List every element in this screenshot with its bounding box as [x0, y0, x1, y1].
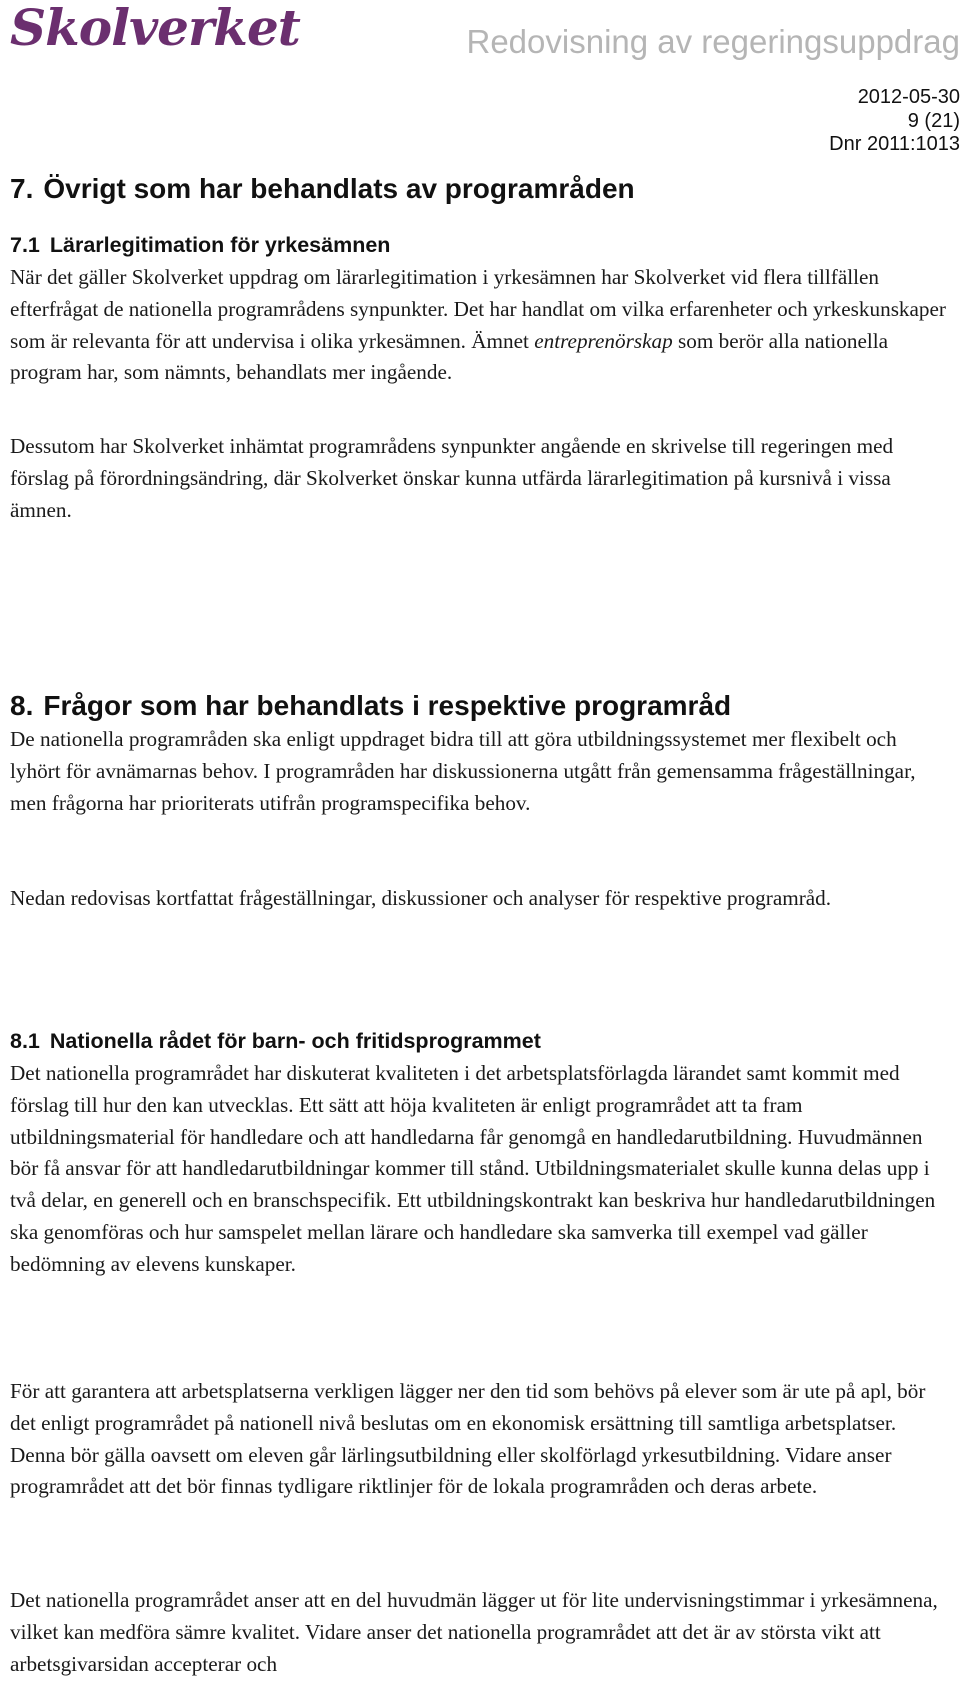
section-title: Nationella rådet för barn- och fritidsprogrammet: [49, 1029, 541, 1053]
document-title: Redovisning av regeringsuppdrag: [466, 23, 960, 60]
skolverket-logo: Skolverket: [10, 0, 300, 57]
section-number: 8.1: [10, 1029, 40, 1053]
page-number: 9 (21): [907, 109, 960, 132]
paragraph: Det nationella programrådet anser att en del huvudmän lägger ut för lite undervisningstimmar i yrkesämnena, vilket kan medföra sämre kvalitet. Vidare anser det nationella programrådet att det är av största vikt att arbetsgivarsidan accepterar och: [10, 1588, 938, 1676]
paragraph: De nationella programråden ska enligt uppdraget bidra till att göra utbildningssystemet mer flexibelt och lyhört för avnämarnas behov. I programråden har diskussionerna utgått från gemensamma frågeställningar, men frågorna har prioriterats utifrån programspecifika behov.: [10, 727, 916, 815]
paragraph: För att garantera att arbetsplatserna verkligen lägger ner den tid som behövs på elever som är ute på apl, bör det enligt programrådet på nationell nivå beslutas om en ekonomisk ersättning till samtliga arbetsplatser. Denna bör gälla oavsett om eleven går lärlingsutbildning eller skolförlagd yrkesutbildning. Vidare anser programrådet att det bör finnas tydligare riktlinjer för de lokala programråden och deras arbete.: [10, 1379, 926, 1499]
section-7-1-heading: [10, 233, 390, 258]
document-date: 2012-05-30: [857, 86, 960, 108]
section-number: 7.1: [10, 233, 40, 257]
document-dnr: Dnr 2011:1013: [829, 133, 960, 155]
document-meta: [829, 86, 960, 157]
section-8-1-heading: [10, 1029, 541, 1054]
paragraph: När det gäller Skolverket uppdrag om lärarlegitimation i yrkesämnen har Skolverket vid flera tillfällen efterfrågat de nationella programrådens synpunkter. Det har handlat om vilka erfarenheter och yrkeskunskaper som är relevanta för att undervisa i olika yrkesämnen. Ämnet entreprenörskap som berör alla nationella program har, som nämnts, behandlats mer ingående.: [10, 265, 946, 385]
emphasis: entreprenörskap: [534, 328, 673, 353]
section-title: Övrigt som har behandlats av programråden: [43, 173, 635, 204]
section-8-heading: [10, 690, 731, 722]
paragraph: Det nationella programrådet har diskuterat kvaliteten i det arbetsplatsförlagda lärandet samt kommit med förslag till hur den kan utvecklas. Ett sätt att höja kvaliteten är enligt programrådet att ta fram utbildningsmaterial för handledare och att handledarna får genomgå en handledarutbildning. Huvudmännen bör få ansvar för att handledarutbildningar kommer till stånd. Utbildningsmaterialet skulle kunna delas upp i två delar, en generell och en branschspecifik. Ett utbildningskontrakt kan beskriva hur handledarutbildningen ska genomföras och hur samspelet mellan lärare och handledare ska samverka till exempel vad gäller bedömning av elevens kunskaper.: [10, 1061, 936, 1276]
section-title: Frågor som har behandlats i respektive programråd: [43, 690, 732, 721]
paragraph: Dessutom har Skolverket inhämtat programrådens synpunkter angående en skrivelse till regeringen med förslag på förordningsändring, där Skolverket önskar kunna utfärda lärarlegitimation på kursnivå i vissa ämnen.: [10, 434, 894, 522]
paragraph: Nedan redovisas kortfattat frågeställningar, diskussioner och analyser för respektive programråd.: [10, 886, 832, 910]
section-title: Lärarlegitimation för yrkesämnen: [49, 233, 391, 257]
section-number: 8.: [10, 690, 34, 721]
section-7-heading: [10, 173, 635, 205]
section-number: 7.: [10, 173, 34, 204]
